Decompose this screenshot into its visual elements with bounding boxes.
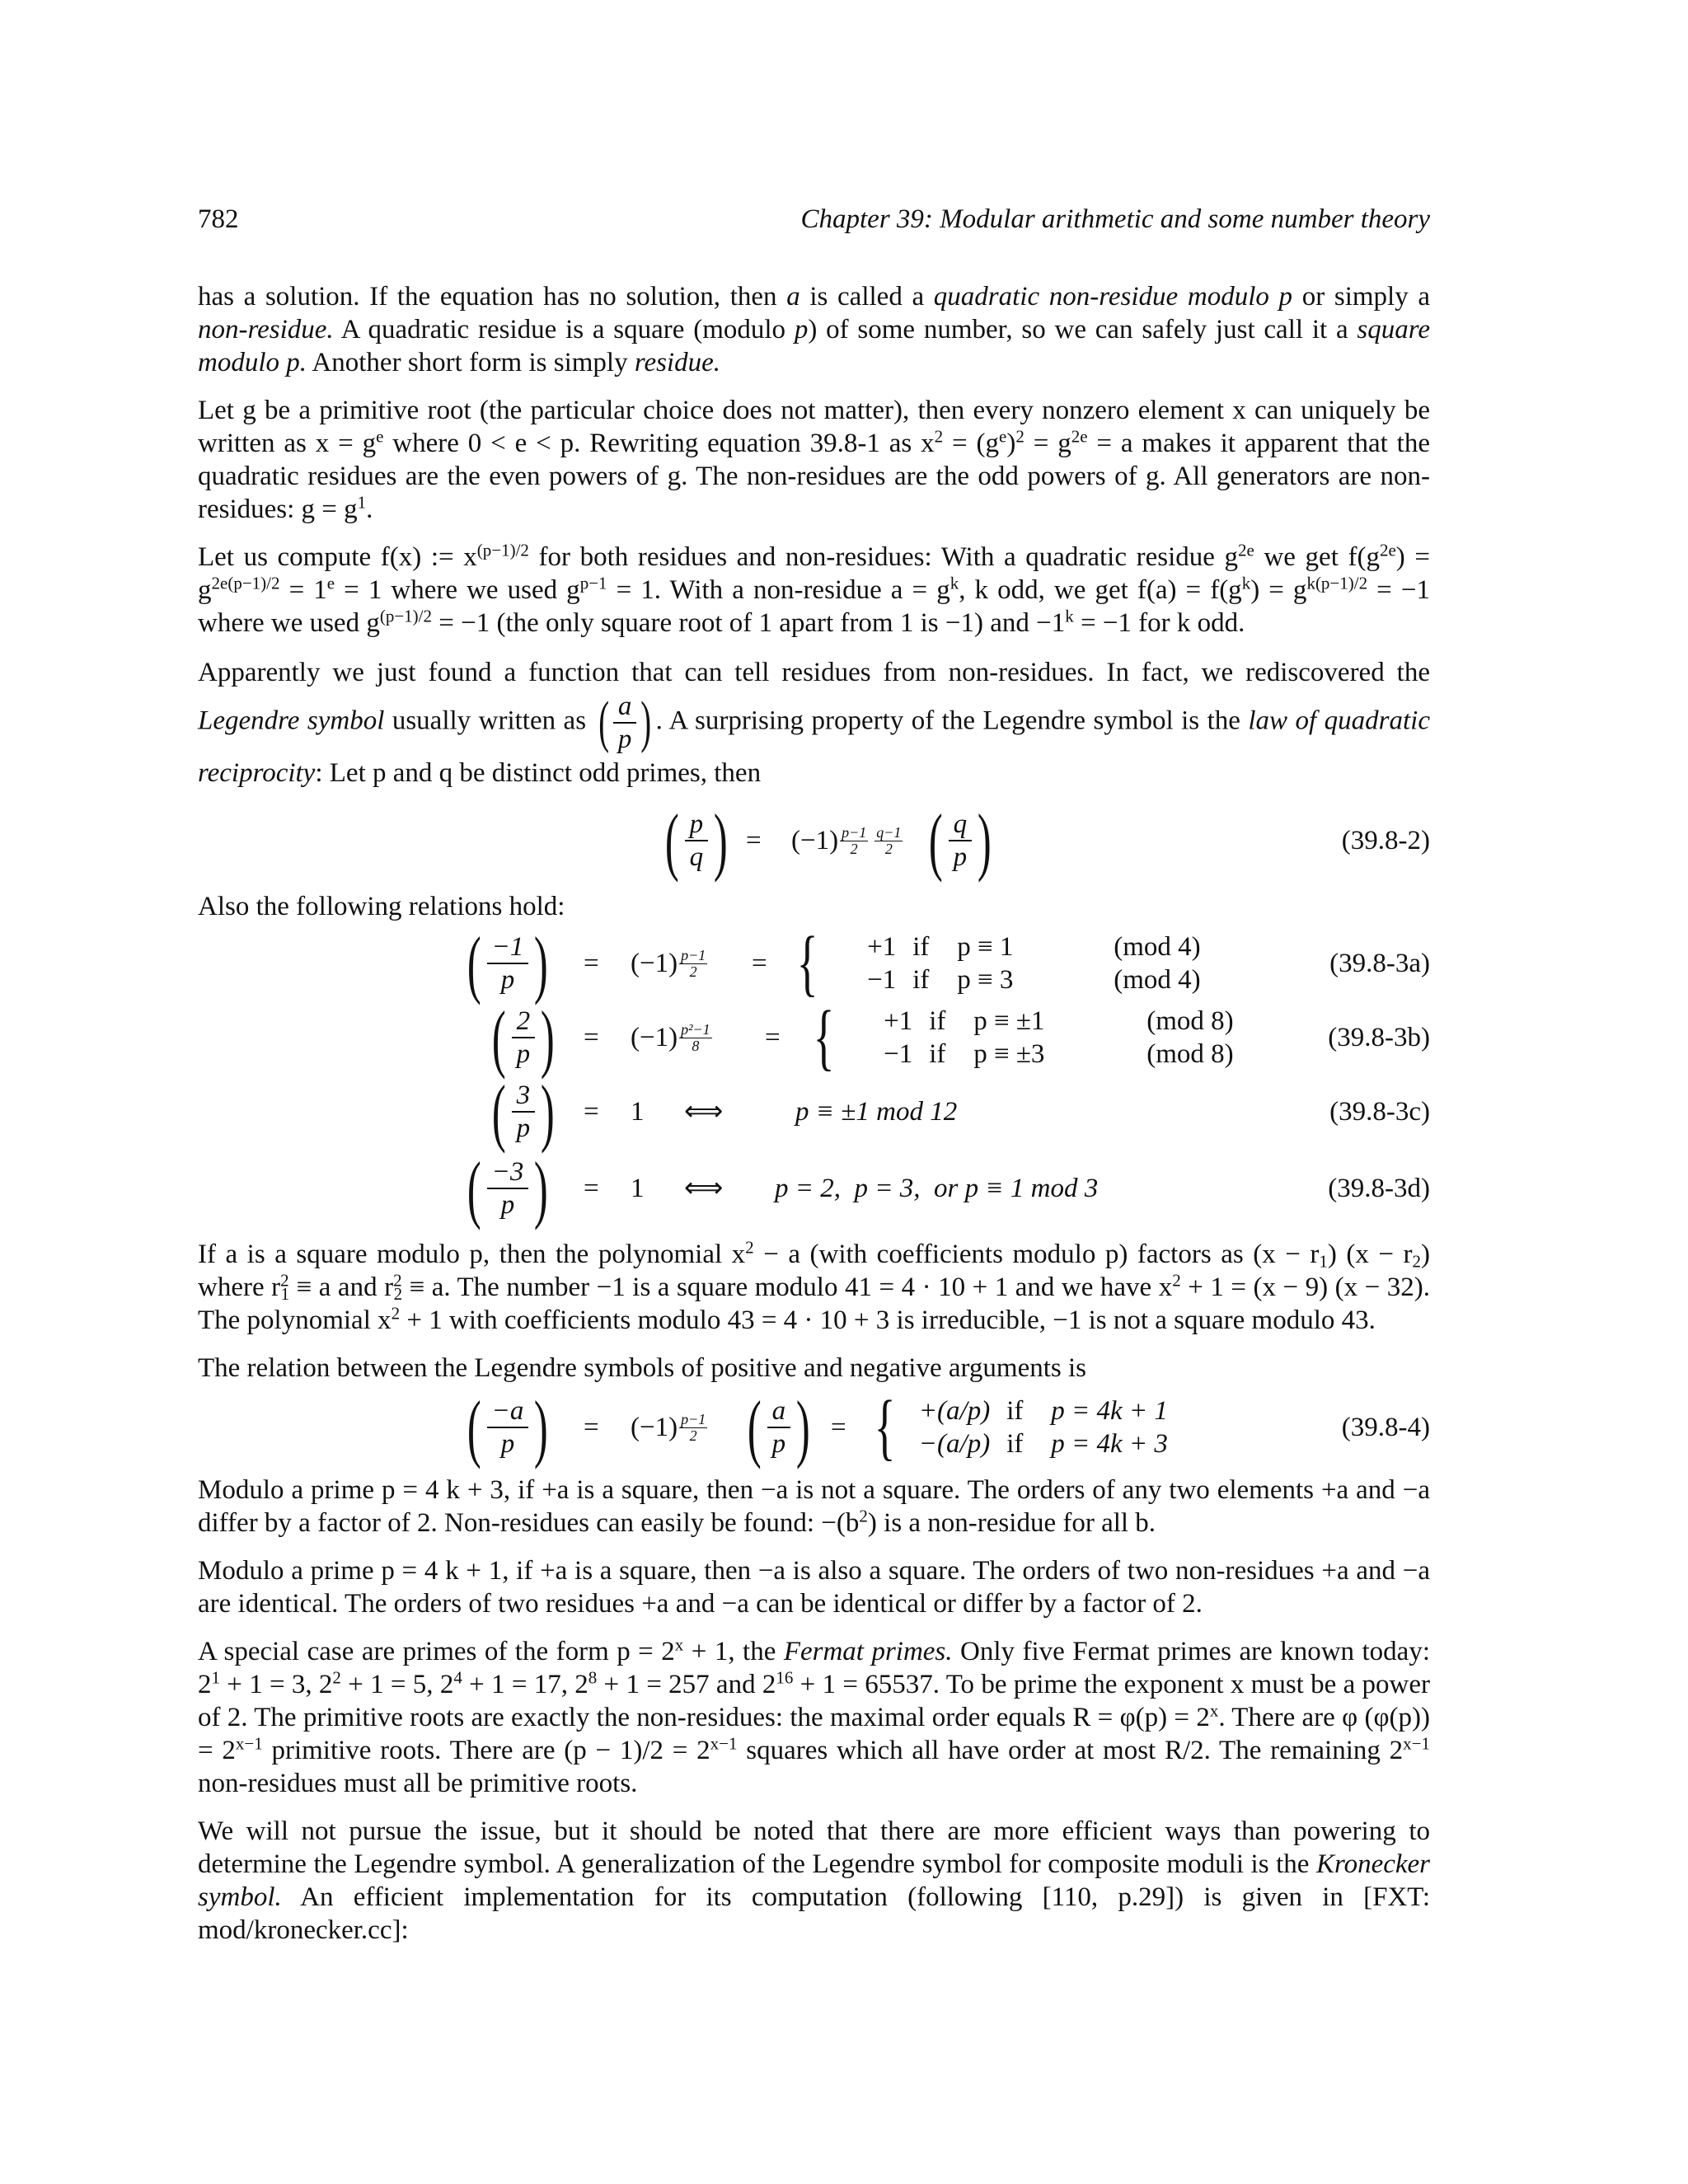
text: = 1. With a non-residue a = g (607, 575, 950, 605)
eq-value: 1 (631, 1097, 645, 1127)
superscript: k (950, 573, 959, 593)
case-if: if (1006, 1396, 1024, 1426)
case-row (830, 930, 1200, 963)
frac-denominator: q (689, 842, 704, 872)
legendre-symbol-inline: ( $\frac{a}{p}$ ) (598, 691, 652, 754)
equation-number: (39.8-3d) (1328, 1174, 1430, 1203)
text: = 1 (279, 575, 327, 605)
frac-numerator: a (767, 1395, 791, 1428)
equals-sign: = (765, 1023, 781, 1052)
text: ) of some number, so we can safely just call it a (808, 315, 1357, 344)
text: . (366, 494, 373, 524)
text: − a (with coefficients modulo p) factors as (x − r (753, 1240, 1320, 1269)
text: ) is a non-residue for all b. (867, 1508, 1156, 1538)
subscript: 2 (1412, 1251, 1421, 1272)
emphasis: residue. (634, 348, 721, 377)
text: + 1 = 3, 2 (220, 1670, 333, 1699)
text: = (g (943, 429, 1000, 458)
superscript: k(p−1)/2 (1306, 573, 1368, 593)
eq-condition: p = 2, p = 3, or p ≡ 1 mod 3 (775, 1174, 1099, 1203)
case-modulus: (mod 4) (1114, 932, 1201, 962)
frac-denominator: p (500, 1190, 515, 1220)
equation-39-8-3c (198, 1070, 1430, 1154)
superscript: 2 (1172, 1270, 1181, 1291)
equation-number: (39.8-2) (1341, 826, 1430, 855)
text: If a is a square modulo p, then the polynomial x (198, 1240, 746, 1269)
equation-number: (39.8-4) (1341, 1413, 1430, 1442)
case-value: +1 (884, 1006, 913, 1036)
iff-symbol: ⟺ (684, 1174, 724, 1203)
text: + 1 = 17, 2 (462, 1670, 588, 1699)
text: We will not pursue the issue, but it should be noted that there are more efficient ways than powering to determine the Legendre symbol. A generalization of the Legendre symbol for composite moduli is the (198, 1816, 1430, 1879)
eq-lhs: ( $\frac{p}{q}$ ) (664, 799, 728, 883)
case-value: −(a/p) (918, 1429, 991, 1459)
exp-numerator: p−1 (842, 823, 867, 841)
eq-rhs (791, 824, 903, 857)
text: = 1 where we used g (335, 575, 580, 605)
power-base: (−1) (631, 949, 678, 978)
running-title: Chapter 39: Modular arithmetic and some number theory (800, 204, 1430, 234)
eq-lhs: ( $\frac{2}{p}$ ) (491, 996, 555, 1080)
case-value: −1 (884, 1039, 913, 1069)
superscript: (p−1)/2 (379, 606, 433, 626)
paragraph-3 (198, 541, 1430, 640)
frac-numerator: −1 (487, 931, 529, 964)
eq-mid-legendre: ( $\frac{a}{p}$ ) (747, 1385, 810, 1469)
paragraph-5: Also the following relations hold: (198, 892, 565, 921)
superscript: x−1 (710, 1733, 738, 1754)
subscript: 1 (280, 1284, 290, 1305)
superscript: 2e (1071, 426, 1088, 447)
eq-rhs-legendre: ( $\frac{q}{p}$ ) (928, 799, 992, 883)
text: An efficient implementation for its computation (following [110, p.29]) is given in [FXT: mod/kronecker.cc]: (198, 1882, 1430, 1945)
emphasis: square modulo p. (198, 315, 1430, 377)
text: . A surprising property of the Legendre symbol is the (655, 705, 1249, 736)
emphasis: non-residue. (198, 315, 334, 344)
superscript: x (674, 1634, 684, 1655)
text: or simply a (1292, 282, 1431, 312)
frac-numerator: p (685, 808, 709, 841)
paragraph-1 (198, 280, 1430, 379)
text: non-residues must all be primitive roots. (198, 1769, 638, 1798)
emphasis: Fermat primes. (783, 1637, 953, 1666)
text: primitive roots. There are (p − 1)/2 = 2 (262, 1736, 710, 1765)
equals-sign: = (584, 1023, 599, 1052)
case-if: if (929, 1039, 946, 1069)
equals-sign: = (584, 1174, 599, 1203)
paragraph-10 (198, 1635, 1430, 1800)
text: Modulo a prime p = 4 k + 3, if +a is a square, then −a is not a square. The orders of any two elements +a and −a differ by a factor of 2. Non-residues can easily be found: −(b (198, 1475, 1430, 1538)
superscript: 4 (453, 1667, 462, 1688)
exp-denominator: 2 (884, 840, 893, 857)
eq-lhs: ( $\frac{3}{p}$ ) (491, 1070, 555, 1154)
superscript: 16 (776, 1667, 794, 1688)
eq-power (631, 1021, 712, 1054)
eq-power (631, 947, 707, 980)
superscript: x−1 (235, 1733, 263, 1754)
equation-39-8-2 (198, 799, 1430, 883)
eq-lhs: ( $\frac{-3}{p}$ ) (467, 1146, 549, 1230)
text: = −1 where we used g (198, 575, 1430, 638)
text: , k odd, we get f(a) = f(g (959, 575, 1242, 605)
case-if: if (912, 932, 930, 962)
text: for both residues and non-residues: With a quadratic residue g (528, 542, 1239, 572)
text: usually written as (384, 705, 594, 736)
text: ≡ a and r (289, 1272, 394, 1302)
page-header (198, 204, 1430, 244)
eq-value: 1 (631, 1174, 645, 1203)
text: + 1 = (x − 9) (x − 32). The polynomial x (198, 1272, 1430, 1335)
superscript: 2 (391, 1303, 401, 1324)
text: is called a (799, 282, 934, 312)
superscript: 2 (859, 1506, 868, 1526)
case-condition: p ≡ ±1 (973, 1006, 1045, 1036)
equation-39-8-3d (198, 1146, 1430, 1230)
eq-lhs: ( $\frac{-1}{p}$ ) (467, 921, 549, 1005)
text: ) = g (1250, 575, 1307, 605)
equation-39-8-3b (198, 996, 1430, 1080)
paragraph-6 (198, 1238, 1430, 1337)
case-modulus: (mod 4) (1114, 965, 1201, 995)
superscript: x−1 (1403, 1733, 1430, 1754)
superscript: e (326, 573, 335, 593)
emphasis: Kronecker symbol. (198, 1849, 1430, 1912)
text: + 1 with coefficients modulo 43 = 4 · 10 + 3 is irreducible, −1 is not a square modulo 43. (400, 1305, 1376, 1335)
text: squares which all have order at most R/2. The remaining 2 (737, 1736, 1404, 1765)
text: Let g be a primitive root (the particular choice does not matter), then every nonzero element x can uniquely be written as x = g (198, 396, 1430, 458)
frac-numerator: 3 (512, 1080, 536, 1113)
eq-lhs: ( $\frac{-a}{p}$ ) (467, 1385, 549, 1469)
case-row (846, 1038, 1233, 1071)
emphasis: Legendre symbol (198, 705, 385, 736)
power-base: (−1) (791, 826, 839, 855)
frac-denominator: p (516, 1113, 531, 1143)
frac-denominator: p (500, 965, 515, 995)
page-number: 782 (198, 204, 239, 234)
superscript: 2 (1015, 426, 1025, 447)
superscript: 2 (393, 1270, 402, 1291)
frac-denominator: p (516, 1039, 531, 1069)
superscript: e (376, 426, 384, 447)
case-row (830, 963, 1200, 996)
subscript: 1 (1319, 1251, 1328, 1272)
case-modulus: (mod 8) (1146, 1006, 1234, 1036)
equation-number: (39.8-3a) (1329, 949, 1430, 978)
exp-numerator: p−1 (681, 946, 706, 963)
page-body (198, 280, 1430, 1961)
equation-39-8-3a (198, 921, 1430, 1005)
exp-denominator: 2 (689, 1427, 697, 1444)
math-p: p (794, 315, 809, 344)
superscript: k (1241, 573, 1251, 593)
superscript: 2 (280, 1270, 289, 1291)
paragraph-9: Modulo a prime p = 4 k + 1, if +a is a square, then −a is also a square. The orders of two non-residues +a and −a are identical. The orders of two residues +a and −a can be identical or differ by a factor of 2. (198, 1556, 1430, 1619)
superscript: 2e(p−1)/2 (211, 573, 280, 593)
case-if: if (929, 1006, 946, 1036)
text: . There are φ (φ(p)) = 2 (198, 1703, 1430, 1765)
superscript: 2 (934, 426, 944, 447)
case-value: −1 (867, 965, 897, 995)
text: ) = g (198, 542, 1430, 605)
case-condition: p = 4k + 1 (1051, 1396, 1168, 1426)
case-value: +(a/p) (918, 1396, 991, 1426)
paragraph-7: The relation between the Legendre symbols of positive and negative arguments is (198, 1353, 1086, 1383)
math-a: a (786, 282, 800, 312)
text: where 0 < e < p. Rewriting equation 39.8-1 as x (383, 429, 935, 458)
emphasis: quadratic non-residue modulo p (933, 282, 1293, 312)
superscript: 2e (1379, 540, 1396, 560)
exp-numerator: q−1 (876, 823, 902, 841)
superscript: (p−1)/2 (476, 540, 529, 560)
case-value: +1 (867, 932, 897, 962)
equals-sign: = (831, 1413, 846, 1442)
text: = a makes it apparent that the quadratic residues are the even powers of g. The non-residues are the odd powers of g. All generators are non-residues: g = g (198, 429, 1430, 524)
case-condition: p ≡ 3 (957, 965, 1014, 995)
text: ) (x − r (1327, 1240, 1413, 1269)
case-row (907, 1394, 1168, 1427)
exp-numerator: p²−1 (681, 1020, 710, 1038)
superscript: 2 (745, 1237, 754, 1258)
case-row (907, 1427, 1168, 1460)
exp-numerator: p−1 (681, 1410, 706, 1427)
text: Another short form is simply (307, 348, 635, 377)
paragraph-11 (198, 1815, 1430, 1947)
equals-sign: = (746, 826, 762, 855)
equation-number: (39.8-3b) (1328, 1023, 1430, 1052)
exp-denominator: 2 (689, 963, 697, 980)
case-if: if (912, 965, 930, 995)
superscript: e (999, 426, 1007, 447)
equation-number: (39.8-3c) (1329, 1097, 1430, 1127)
superscript: 2e (1238, 540, 1254, 560)
text: Apparently we just found a function that can tell residues from non-residues. In fact, we rediscovered the (198, 658, 1430, 687)
piecewise-cases: { +1 if p ≡ ±1 (mod 8) −1 if p ≡ ±3 (mod 8) (813, 996, 1234, 1078)
superscript: 8 (588, 1667, 598, 1688)
piecewise-cases: { +1 if p ≡ 1 (mod 4) −1 if p ≡ 3 (mod 4) (796, 922, 1201, 1004)
equals-sign: = (584, 1097, 599, 1127)
eq-condition: p ≡ ±1 mod 12 (795, 1097, 958, 1127)
case-condition: p ≡ ±3 (973, 1039, 1045, 1069)
text: ) (1006, 429, 1016, 458)
case-condition: p ≡ 1 (957, 932, 1014, 962)
text: = g (1024, 429, 1071, 458)
case-row (846, 1005, 1233, 1038)
frac-denominator: p (771, 1429, 786, 1459)
superscript: 1 (357, 492, 367, 513)
subscript: 2 (393, 1284, 403, 1305)
frac-numerator: a (613, 691, 637, 724)
frac-denominator: p (500, 1429, 515, 1459)
exp-denominator: 8 (692, 1037, 700, 1054)
superscript: 2 (332, 1667, 341, 1688)
text: = −1 for k odd. (1073, 608, 1245, 638)
text: we get f(g (1254, 542, 1380, 572)
power-base: (−1) (631, 1413, 678, 1442)
equals-sign: = (752, 949, 767, 978)
case-modulus: (mod 8) (1146, 1039, 1234, 1069)
frac-numerator: −3 (487, 1156, 529, 1189)
frac-numerator: −a (487, 1395, 529, 1428)
superscript: x (1209, 1700, 1219, 1721)
paragraph-4 (198, 654, 1430, 791)
text: + 1 = 257 and 2 (597, 1670, 776, 1699)
text: Only five Fermat primes are known today: 2 (198, 1637, 1430, 1699)
equals-sign: = (584, 949, 599, 978)
text: + 1 = 5, 2 (340, 1670, 454, 1699)
emphasis: law of quadratic reciprocity (198, 705, 1430, 788)
piecewise-cases: { +(a/p) if p = 4k + 1 −(a/p) if p = 4k + 3 (874, 1386, 1168, 1468)
paragraph-2 (198, 394, 1430, 526)
equation-39-8-4 (198, 1386, 1430, 1469)
text: ≡ a. The number −1 is a square modulo 41 = 4 · 10 + 1 and we have x (402, 1272, 1173, 1302)
text: Let us compute f(x) := x (198, 542, 477, 572)
eq-power (631, 1411, 707, 1444)
text: = −1 (the only square root of 1 apart from 1 is −1) and −1 (432, 608, 1066, 638)
frac-denominator: p (953, 842, 968, 872)
text: + 1 = 65537. To be prime the exponent x must be a power of 2. The primitive roots are exactly the non-residues: the maximal order equals R = φ(p) = 2 (198, 1670, 1430, 1732)
frac-denominator: p (617, 724, 632, 754)
exp-denominator: 2 (850, 840, 858, 857)
iff-symbol: ⟺ (684, 1097, 724, 1127)
text: ) where r (198, 1240, 1430, 1302)
case-if: if (1006, 1429, 1024, 1459)
power-base: (−1) (631, 1023, 678, 1052)
text: : Let p and q be distinct odd primes, then (315, 758, 762, 788)
superscript: p−1 (579, 573, 607, 593)
text: has a solution. If the equation has no solution, then (198, 282, 787, 312)
frac-numerator: 2 (512, 1005, 536, 1038)
text: + 1, the (683, 1637, 784, 1666)
superscript: 1 (211, 1667, 220, 1688)
paragraph-8 (198, 1474, 1430, 1540)
frac-numerator: q (949, 808, 973, 841)
text: A special case are primes of the form p = 2 (198, 1637, 675, 1666)
case-condition: p = 4k + 3 (1051, 1429, 1168, 1459)
equals-sign: = (584, 1413, 599, 1442)
text: A quadratic residue is a square (modulo (333, 315, 795, 344)
superscript: k (1065, 606, 1074, 626)
